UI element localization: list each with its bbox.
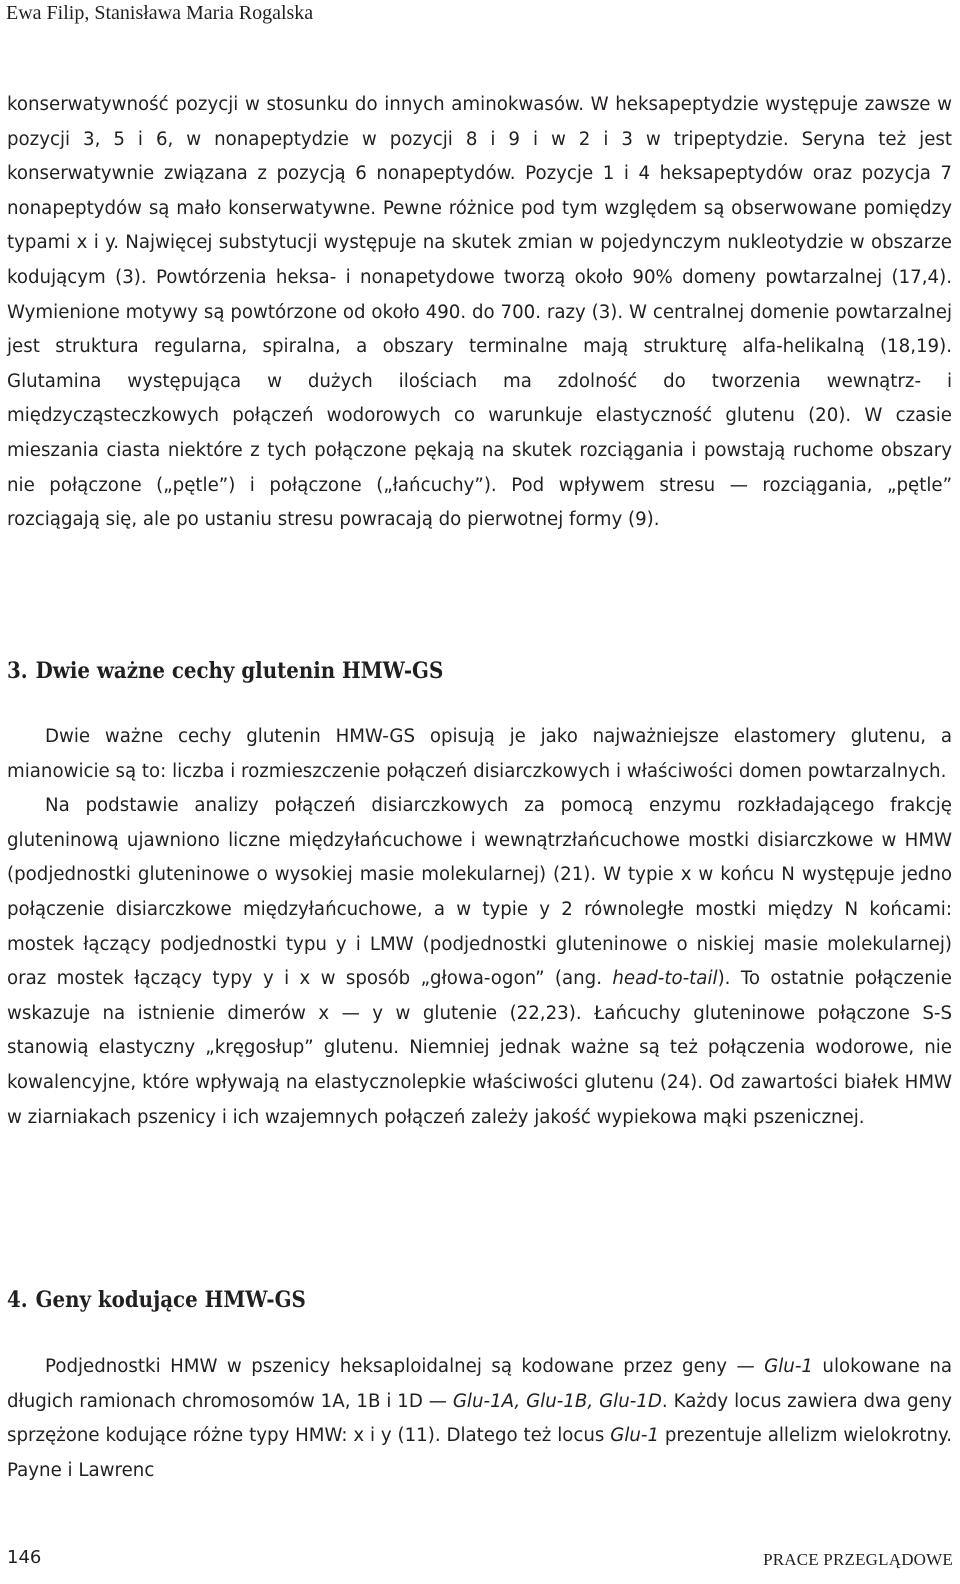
section-number: 3. [7, 658, 28, 684]
text-run: ). To ostatnie połączenie wskazuje na istnienie dimerów x — y w glutenie (22,23). Łańcuchy gluteninowe połączone S-S stanowią elastyczny „kręgosłup” glutenu. Niemniej jednak ważne są też połączenia wodorowe, nie kowalencyjne, które wpływają na elastycznolepkie właściwości glutenu (24). Od zawartości białek HMW w ziarniakach pszenicy i ich wzajemnych połączeń zależy jakość wypiekowa mąki pszenicznej. [7, 968, 952, 1128]
italic-gene: Glu-1 [610, 1425, 660, 1447]
section-title: Geny kodujące HMW-GS [35, 1287, 306, 1313]
section-3-body [7, 720, 952, 1135]
paragraph [7, 789, 952, 1135]
paragraph: Dwie ważne cechy glutenin HMW-GS opisują je jako najważniejsze elastomery glutenu, a mianowicie są to: liczba i rozmieszczenie połączeń disiarczkowych i właściwości domen powtarzalnych. [7, 726, 952, 782]
section-4-body [7, 1350, 952, 1488]
text-run: Na podstawie analizy połączeń disiarczkowych za pomocą enzymu rozkładającego frakcję gluteninową ujawniono liczne międzyłańcuchowe i wewnątrzłańcuchowe mostki disiarczkowe w HMW (podjednostki gluteninowe o wysokiej masie molekularnej) (21). W typie x w końcu N występuje jedno połączenie disiarczkowe międzyłańcuchowe, a w typie y 2 równoległe mostki między N końcami: mostek łączący podjednostki typu y i LMW (podjednostki gluteninowe o niskiej masie molekularnej) oraz mostek łączący typy y i x w sposób „głowa-ogon” (ang. [7, 795, 952, 990]
intro-paragraph [7, 88, 952, 538]
italic-gene: Glu-1A, Glu-1B, Glu-1D [452, 1390, 662, 1412]
section-3-heading [7, 658, 451, 684]
section-number: 4. [7, 1287, 28, 1313]
journal-section-label: PRACE PRZEGLĄDOWE [763, 1550, 953, 1569]
italic-term: head-to-tail [612, 968, 718, 990]
text-run: prezentuje allelizm wielokrotny. Payne i Lawrenc [7, 1425, 953, 1481]
section-title: Dwie ważne cechy glutenin HMW-GS [35, 658, 444, 684]
page-number: 146 [7, 1547, 42, 1568]
text-run: . Każdy locus zawiera dwa geny sprzężone kodujące różne typy HMW: x i y (11). Dlatego też locus [7, 1390, 952, 1447]
running-header: Ewa Filip, Stanisława Maria Rogalska [6, 2, 314, 24]
section-4-heading [7, 1287, 314, 1313]
text-run: ulokowane na długich ramionach chromosomów 1A, 1B i 1D — [7, 1356, 952, 1412]
text-run: Podjednostki HMW w pszenicy heksaploidalnej są kodowane przez geny — [45, 1356, 765, 1377]
italic-gene: Glu-1 [764, 1356, 813, 1377]
paragraph-text: konserwatywność pozycji w stosunku do innych aminokwasów. W heksapeptydzie występuje zawsze w pozycji 3, 5 i 6, w nonapeptydzie w pozycji 8 i 9 i w 2 i 3 w tripeptydzie. Seryna też jest konserwatywnie związana z pozycją 6 nonapeptydów. Pozycje 1 i 4 heksapeptydów oraz pozycja 7 nonapeptydów są mało konserwatywne. Pewne różnice pod tym względem są obserwowane pomiędzy typami x i y. Najwięcej substytucji występuje na skutek zmian w pojedynczym nukleotydzie w obszarze kodującym (3). Powtórzenia heksa- i nonapetydowe tworzą około 90% domeny powtarzalnej (17,4). Wymienione motywy są powtórzone od około 490. do 700. razy (3). W centralnej domenie powtarzalnej jest struktura regularna, spiralna, a obszary terminalne mają strukturę alfa-helikalną (18,19). Glutamina występująca w dużych ilościach ma zdolność do tworzenia wewnątrz- i międzycząsteczkowych połączeń wodorowych co warunkuje elastyczność glutenu (20). W czasie mieszania ciasta niektóre z tych połączone pękają na skutek rozciągania i powstają ruchome obszary nie połączone („pętle”) i połączone („łańcuchy”). Pod wpływem stresu — rozciągania, „pętle” rozciągają się, ale po ustaniu stresu powracają do pierwotnej formy (9). [7, 94, 952, 531]
paragraph [7, 1350, 952, 1488]
